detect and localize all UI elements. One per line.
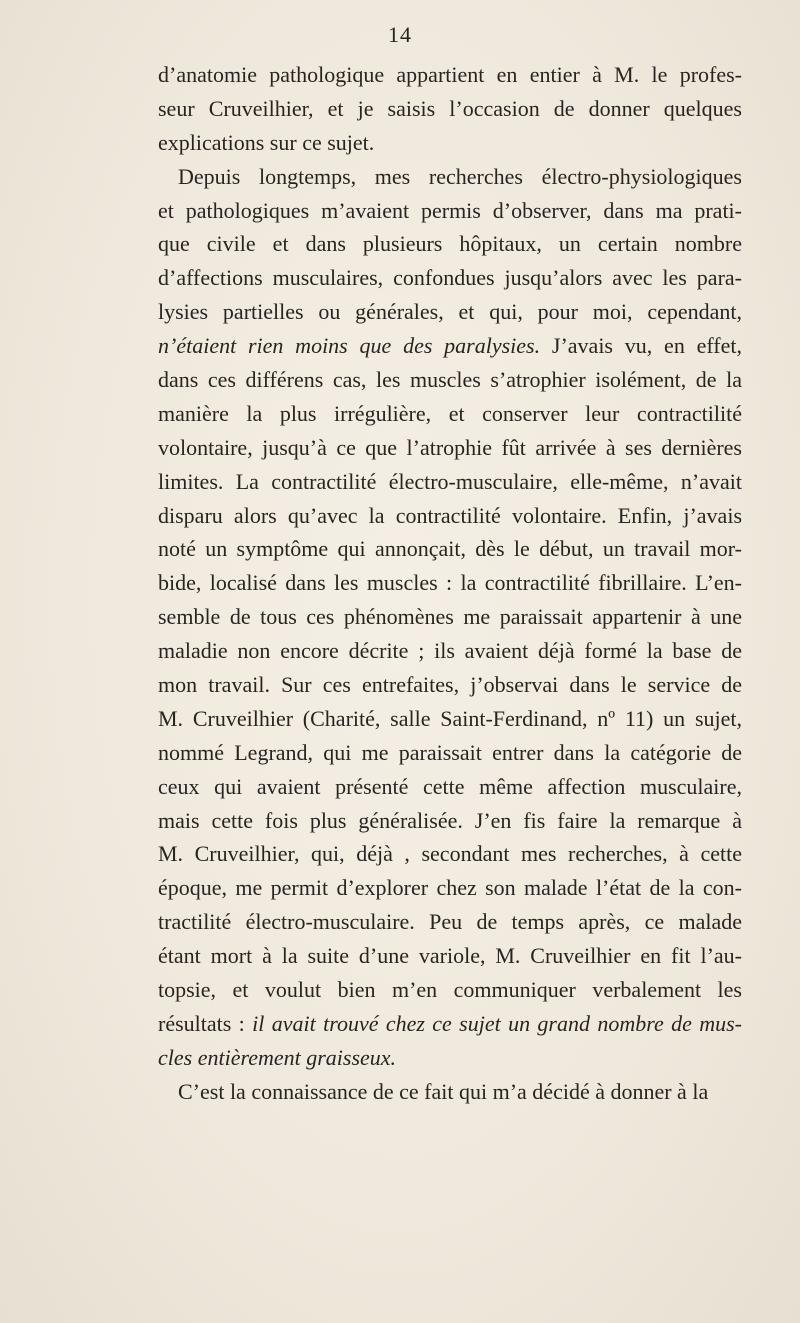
text-line: manière la plus irrégulière, et conserver leur contractilité xyxy=(158,400,742,426)
text-line: que civile et dans plusieurs hôpitaux, un certain nombre xyxy=(158,231,742,257)
text-line: d’anatomie pathologique appartient en entier à M. le profes- xyxy=(158,62,742,87)
text-line: noté un symptôme qui annonçait, dès le début, un travail mor- xyxy=(158,536,742,562)
text-line: tractilité électro-musculaire. Peu de temps après, ce malade xyxy=(158,909,742,935)
text-line: mais cette fois plus généralisée. J’en fis faire la remarque à xyxy=(158,807,742,833)
text-line: seur Cruveilhier, et je saisis l’occasion de donner quelques xyxy=(158,95,742,121)
roman-text: J’avais vu, en effet, xyxy=(540,333,742,359)
text-line: et pathologiques m’avaient permis d’observer, dans ma prati- xyxy=(158,197,742,223)
text-line: maladie non encore décrite ; ils avaient déjà formé la base de xyxy=(158,638,742,664)
text-line xyxy=(158,1007,742,1041)
text-line: époque, me permit d’explorer chez son malade l’état de la con- xyxy=(158,875,742,901)
text-line: dans ces différens cas, les muscles s’atrophier isolément, de la xyxy=(158,367,742,393)
text-line: bide, localisé dans les muscles : la contractilité fibrillaire. L’en- xyxy=(158,570,742,596)
text-line: Depuis longtemps, mes recherches électro-physiologiques xyxy=(178,163,742,189)
italic-text: il avait trouvé chez ce sujet un grand nombre de mus- xyxy=(252,1010,742,1036)
text-line: disparu alors qu’avec la contractilité volontaire. Enfin, j’avais xyxy=(158,502,742,528)
text-line: d’affections musculaires, confondues jusqu’alors avec les para- xyxy=(158,265,742,291)
text-line: lysies partielles ou générales, et qui, pour moi, cependant, xyxy=(158,299,742,325)
text-line: topsie, et voulut bien m’en communiquer verbalement les xyxy=(158,977,742,1003)
text-line: C’est la connaissance de ce fait qui m’a décidé à donner à la xyxy=(178,1078,709,1104)
italic-text: cles entièrement graisseux. xyxy=(158,1044,397,1070)
text-line: nommé Legrand, qui me paraissait entrer dans la catégorie de xyxy=(158,739,742,765)
italic-text: n’étaient rien moins que des paralysies. xyxy=(158,333,541,359)
roman-text: résultats : xyxy=(158,1010,253,1036)
text-line: mon travail. Sur ces entrefaites, j’observai dans le service de xyxy=(158,672,742,698)
text-line: étant mort à la suite d’une variole, M. Cruveilhier en fit l’au- xyxy=(158,943,742,969)
text-line: limites. La contractilité électro-musculaire, elle-même, n’avait xyxy=(158,468,742,494)
text-line: M. Cruveilhier (Charité, salle Saint-Ferdinand, nº 11) un sujet, xyxy=(158,705,742,731)
text-line xyxy=(158,329,742,363)
page-number: 14 xyxy=(388,22,412,47)
text-line: explications sur ce sujet. xyxy=(158,129,375,155)
text-line xyxy=(158,1041,742,1075)
text-line: semble de tous ces phénomènes me paraissait appartenir à une xyxy=(158,604,742,630)
text-line: M. Cruveilhier, qui, déjà , secondant mes recherches, à cette xyxy=(158,841,742,867)
text-line: ceux qui avaient présenté cette même affection musculaire, xyxy=(158,773,742,799)
text-line: volontaire, jusqu’à ce que l’atrophie fût arrivée à ses dernières xyxy=(158,434,742,460)
body-text xyxy=(158,58,742,1109)
